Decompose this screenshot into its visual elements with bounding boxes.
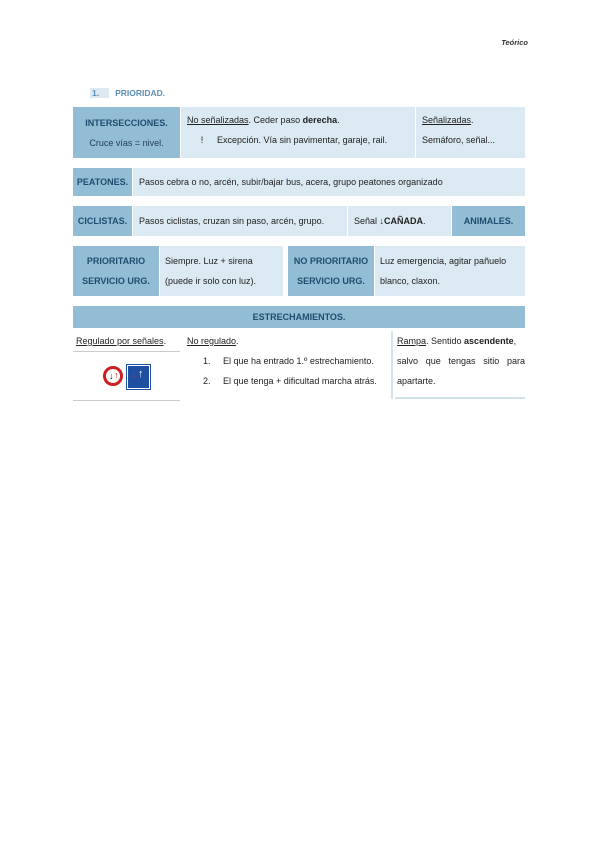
list-item <box>187 371 385 391</box>
rampa-cell <box>395 331 525 399</box>
estrechamientos-title: ESTRECHAMIENTOS. <box>73 306 525 328</box>
regulado-dot: . <box>163 336 167 346</box>
prioritario-line2: SERVICIO URG. <box>82 276 150 286</box>
senalizadas-text: Semáforo, señal... <box>422 135 496 145</box>
no-regulado-title: No regulado <box>187 336 237 346</box>
rampa-text1: . Sentido <box>426 336 465 346</box>
rampa-line3: apartarte. <box>397 376 436 386</box>
rampa-text2: , <box>513 336 517 346</box>
senalizadas-dot: . <box>471 115 474 125</box>
no-regulado-title-line <box>187 331 385 351</box>
intersecciones-label-cell <box>73 107 180 158</box>
regulado-signs-cell <box>73 351 180 401</box>
no-senalizadas-text: . Ceder paso <box>248 115 303 125</box>
section-number: 1. <box>90 88 109 98</box>
rampa-line1 <box>397 331 525 351</box>
senal-bold: CAÑADA <box>384 216 424 226</box>
no-prioritario-line2: SERVICIO URG. <box>297 276 365 286</box>
rampa-line2: salvo que tengas sitio para <box>397 356 525 366</box>
rampa-title: Rampa <box>397 336 427 346</box>
list-item-text: El que tenga + dificultad marcha atrás. <box>223 376 377 386</box>
regulado-title-cell <box>73 331 180 351</box>
peatones-text: Pasos cebra o no, arcén, subir/bajar bus, acera, grupo peatones organizado <box>133 168 525 196</box>
no-senalizadas-bold: derecha <box>302 115 338 125</box>
intersecciones-label: INTERSECCIONES. <box>85 117 168 128</box>
canada-cell <box>348 206 451 236</box>
no-regulado-dot: . <box>236 336 239 346</box>
section-title <box>90 88 165 98</box>
no-senalizadas-title: No señalizadas <box>187 115 249 125</box>
no-regulado-cell <box>181 331 393 399</box>
prioritario-text1: Siempre. Luz + sirena <box>165 256 253 266</box>
no-prioritario-label-cell <box>288 246 374 296</box>
list-item <box>187 351 385 371</box>
excepcion-line <box>187 130 409 150</box>
no-prioritario-text1: Luz emergencia, agitar pañuelo <box>380 256 507 266</box>
intersecciones-sublabel: Cruce vías = nivel. <box>89 137 164 148</box>
no-regulado-list <box>187 351 385 391</box>
no-prioritario-text-cell <box>375 246 525 296</box>
ciclistas-text: Pasos ciclistas, cruzan sin paso, arcén, grupo. <box>133 206 347 236</box>
prioritario-line1: PRIORITARIO <box>86 256 146 266</box>
section-title-text: PRIORIDAD. <box>115 88 166 98</box>
document-header-label: Teórico <box>501 38 528 47</box>
ciclistas-label: CICLISTAS. <box>73 206 132 236</box>
no-prioritario-text2: blanco, claxon. <box>380 276 441 286</box>
priority-narrow-road-sign-icon: ↓ ↑ <box>127 365 150 389</box>
no-senalizadas-cell <box>181 107 415 158</box>
prioritario-text-cell <box>160 246 283 296</box>
list-item-text: El que ha entrado 1.º estrechamiento. <box>223 356 374 366</box>
senalizadas-line <box>422 110 519 130</box>
prioritario-label-cell <box>73 246 159 296</box>
list-item-number: 2. <box>203 376 211 386</box>
no-senalizadas-line <box>187 110 409 130</box>
no-prioritario-line1: NO PRIORITARIO <box>293 256 369 266</box>
excepcion-text: Excepción. Vía sin pavimentar, garaje, rail. <box>217 135 388 145</box>
no-priority-narrow-road-sign-icon: ↓ ↑ <box>103 366 123 386</box>
senalizadas-cell <box>416 107 525 158</box>
senal-end: . <box>423 216 426 226</box>
senal-text: Señal ↓ <box>354 216 385 226</box>
excepcion-mark: ! <box>200 135 204 145</box>
prioritario-text2: (puede ir solo con luz). <box>165 276 257 286</box>
regulado-title: Regulado por señales <box>76 336 164 346</box>
animales-label: ANIMALES. <box>452 206 525 236</box>
senalizadas-title: Señalizadas <box>422 115 472 125</box>
list-item-number: 1. <box>203 356 211 366</box>
peatones-label: PEATONES. <box>73 168 132 196</box>
no-senalizadas-end: . <box>337 115 340 125</box>
rampa-bold: ascendente <box>464 336 514 346</box>
